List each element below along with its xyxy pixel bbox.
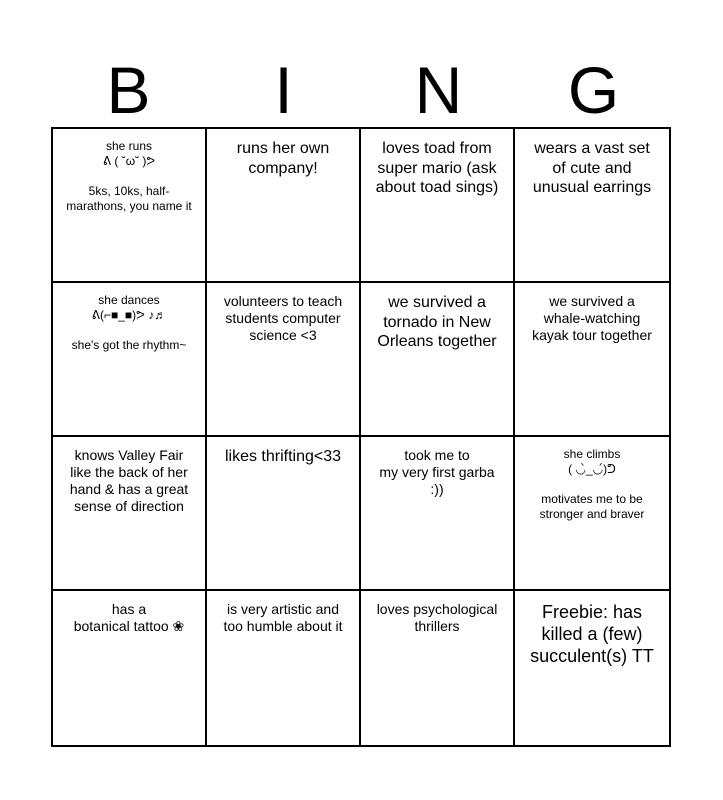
bingo-cell-r4c1[interactable]: has a botanical tattoo ❀ — [53, 591, 207, 745]
bingo-cell-r3c3[interactable]: took me to my very first garba :)) — [361, 437, 515, 591]
bingo-cell-r1c3[interactable]: loves toad from super mario (ask about toad sings) — [361, 129, 515, 283]
bingo-cell-r1c2[interactable]: runs her own company! — [207, 129, 361, 283]
bingo-cell-r2c3[interactable]: we survived a tornado in New Orleans together — [361, 283, 515, 437]
header-letter-b: B — [106, 53, 151, 127]
bingo-cell-r3c4[interactable]: she climbs ( ◡̀_◡́)ᕤ motivates me to be stronger and braver — [515, 437, 669, 591]
bingo-cell-r3c2[interactable]: likes thrifting<33 — [207, 437, 361, 591]
header-letter-i: I — [274, 53, 293, 127]
bingo-header — [51, 52, 671, 128]
bingo-cell-r4c4-freebie[interactable]: Freebie: has killed a (few) succulent(s) TT — [530, 602, 654, 666]
bingo-grid — [51, 127, 671, 747]
bingo-cell-r1c1[interactable]: she runs ᕕ ( ˘ω˘ )ᕗ 5ks, 10ks, half-marathons, you name it — [53, 129, 207, 283]
bingo-cell-r4c3[interactable]: loves psychological thrillers — [361, 591, 515, 745]
header-letter-g: G — [567, 53, 620, 127]
bingo-cell-r4c2[interactable]: is very artistic and too humble about it — [207, 591, 361, 745]
bingo-cell-r2c1[interactable]: she dances ᕕ(⌐■_■)ᕗ ♪♬ she's got the rhythm~ — [53, 283, 207, 437]
header-letter-n: N — [414, 53, 463, 127]
bingo-cell-r2c4[interactable]: we survived a whale-watching kayak tour together — [515, 283, 669, 437]
bingo-cell-r3c1[interactable]: knows Valley Fair like the back of her hand & has a great sense of direction — [53, 437, 207, 591]
bingo-cell-r2c2[interactable]: volunteers to teach students computer science <3 — [207, 283, 361, 437]
bingo-cell-r1c4[interactable]: wears a vast set of cute and unusual earrings — [515, 129, 669, 283]
